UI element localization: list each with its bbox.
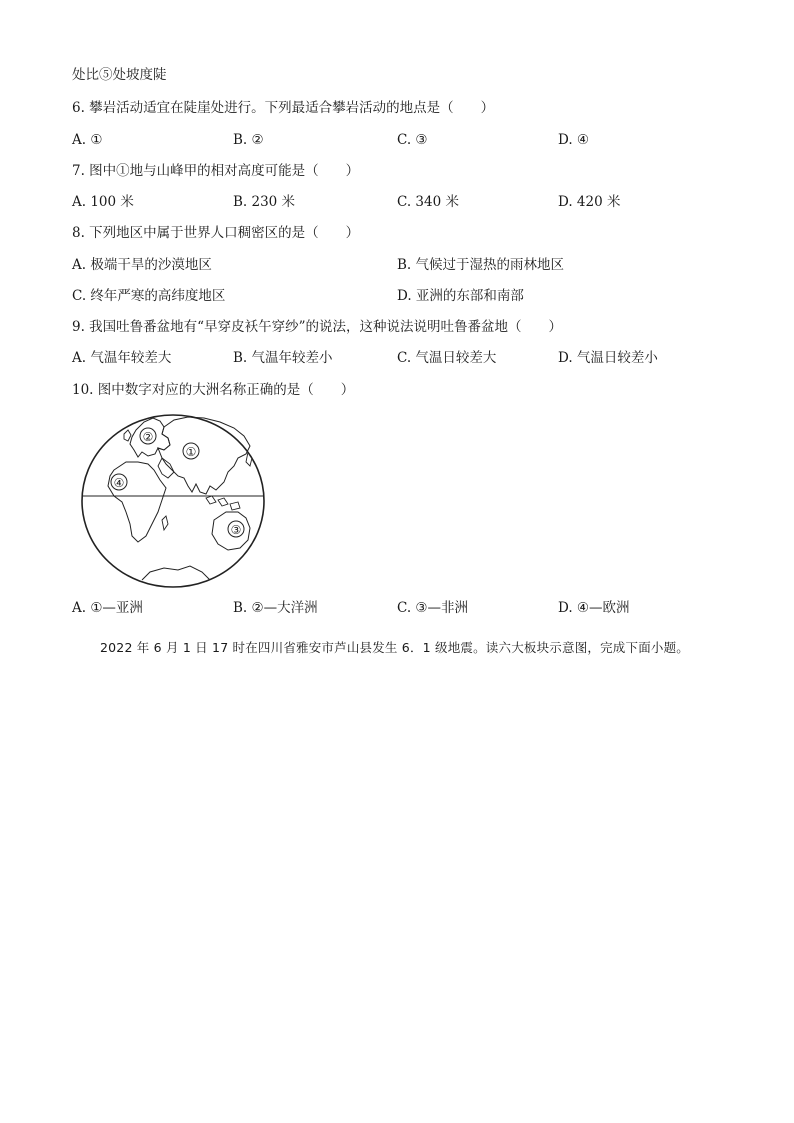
question-10-stem: 10. 图中数字对应的大洲名称正确的是（ ） [72, 382, 355, 398]
q8-option-a[interactable]: A. 极端干旱的沙漠地区 [72, 257, 212, 273]
q7-option-a[interactable]: A. 100 米 [72, 194, 134, 210]
globe-label-3 [228, 521, 244, 537]
q10-option-c[interactable]: C. ③—非洲 [397, 600, 469, 616]
globe-label-1 [183, 443, 199, 459]
globe-label-2 [140, 428, 156, 444]
globe-label-4 [111, 474, 127, 490]
prev-answer-text: 处比⑤处坡度陡 [72, 67, 167, 83]
q6-option-b[interactable]: B. ② [233, 132, 264, 148]
q9-option-b[interactable]: B. 气温年较差小 [233, 350, 333, 366]
svg-text:②: ② [142, 430, 154, 444]
next-section-intro: 2022 年 6 月 1 日 17 时在四川省雅安市芦山县发生 6．1 级地震。读六大板块示意图，完成下面小题。 [100, 640, 689, 655]
svg-text:③: ③ [230, 523, 242, 537]
q6-option-d[interactable]: D. ④ [558, 132, 590, 148]
q9-option-d[interactable]: D. 气温日较差小 [558, 350, 658, 366]
q10-option-b[interactable]: B. ②—大洋洲 [233, 600, 318, 616]
question-7-stem: 7. 图中①地与山峰甲的相对高度可能是（ ） [72, 163, 360, 179]
q8-option-b[interactable]: B. 气候过于湿热的雨林地区 [397, 257, 565, 273]
question-8-stem: 8. 下列地区中属于世界人口稠密区的是（ ） [72, 225, 360, 241]
q8-option-d[interactable]: D. 亚洲的东部和南部 [397, 288, 524, 304]
q9-option-c[interactable]: C. 气温日较差大 [397, 350, 497, 366]
q10-option-d[interactable]: D. ④—欧洲 [558, 600, 630, 616]
question-9-stem: 9. 我国吐鲁番盆地有“早穿皮袄午穿纱”的说法，这种说法说明吐鲁番盆地（ ） [72, 319, 562, 335]
q7-option-b[interactable]: B. 230 米 [233, 194, 296, 210]
q10-option-a[interactable]: A. ①—亚洲 [72, 600, 143, 616]
svg-text:④: ④ [113, 476, 125, 490]
q6-option-c[interactable]: C. ③ [397, 132, 428, 148]
q7-option-d[interactable]: D. 420 米 [558, 194, 621, 210]
svg-text:①: ① [185, 445, 197, 459]
q7-option-c[interactable]: C. 340 米 [397, 194, 459, 210]
world-globe-map [78, 412, 268, 590]
q8-option-c[interactable]: C. 终年严寒的高纬度地区 [72, 288, 226, 304]
q6-option-a[interactable]: A. ① [72, 132, 103, 148]
question-6-stem: 6. 攀岩活动适宜在陡崖处进行。下列最适合攀岩活动的地点是（ ） [72, 100, 495, 116]
q9-option-a[interactable]: A. 气温年较差大 [72, 350, 172, 366]
